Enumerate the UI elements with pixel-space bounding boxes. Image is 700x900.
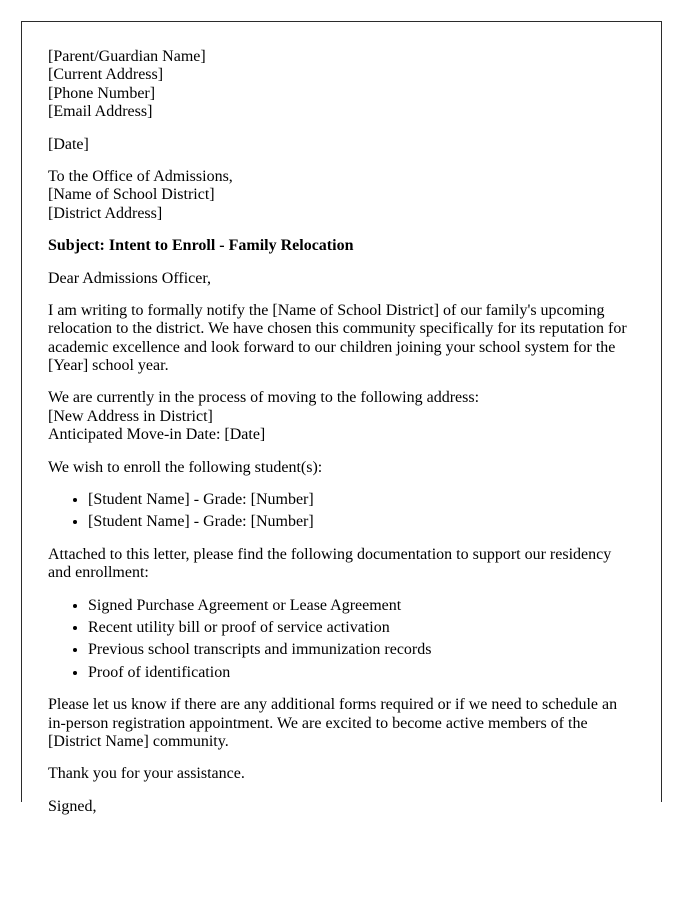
students-list <box>48 491 635 532</box>
sender-name: [Parent/Guardian Name] <box>48 48 206 65</box>
recipient-block <box>48 168 635 223</box>
document-item: • Previous school transcripts and immunization records <box>88 641 635 659</box>
moving-block <box>48 389 635 444</box>
students-intro: We wish to enroll the following student(s): <box>48 458 323 476</box>
letter-page <box>21 21 662 815</box>
signoff-line: Signed, <box>48 797 97 815</box>
closing-paragraph: Please let us know if there are any additional forms required or if we need to schedule an in-person registration appointment. We are excited to become active members of the [District Name] community. <box>48 696 618 750</box>
student-item: • [Student Name] - Grade: [Number] <box>88 491 635 509</box>
documents-intro: Attached to this letter, please find the following documentation to support our residency and enrollment: <box>48 545 612 582</box>
subject-line: Subject: Intent to Enroll - Family Relocation <box>48 237 354 255</box>
intro-paragraph: I am writing to formally notify the [Name of School District] of our family's upcoming relocation to the district. We have chosen this community specifically for its reputation for academic excellence and look forward to our children joining your school system for the [Year] school year. <box>48 301 627 375</box>
sender-phone: [Phone Number] <box>48 84 156 102</box>
document-item: • Signed Purchase Agreement or Lease Agreement <box>88 597 635 615</box>
recipient-district-address: [District Address] <box>48 204 163 222</box>
thanks-line: Thank you for your assistance. <box>48 765 245 783</box>
documents-list <box>48 597 635 683</box>
recipient-district-name: [Name of School District] <box>48 186 215 204</box>
letter-date: [Date] <box>48 135 89 153</box>
document-item: • Proof of identification <box>88 664 635 682</box>
recipient-office: To the Office of Admissions, <box>48 167 233 185</box>
new-address: [New Address in District] <box>48 407 213 425</box>
sender-email: [Email Address] <box>48 103 153 121</box>
salutation: Dear Admissions Officer, <box>48 269 212 287</box>
move-in-date: Anticipated Move-in Date: [Date] <box>48 426 266 444</box>
sender-block <box>48 48 635 122</box>
moving-intro: We are currently in the process of moving to the following address: <box>48 389 480 407</box>
student-item: • [Student Name] - Grade: [Number] <box>88 513 635 531</box>
sender-address: [Current Address] <box>48 66 164 84</box>
document-item: • Recent utility bill or proof of service activation <box>88 619 635 637</box>
